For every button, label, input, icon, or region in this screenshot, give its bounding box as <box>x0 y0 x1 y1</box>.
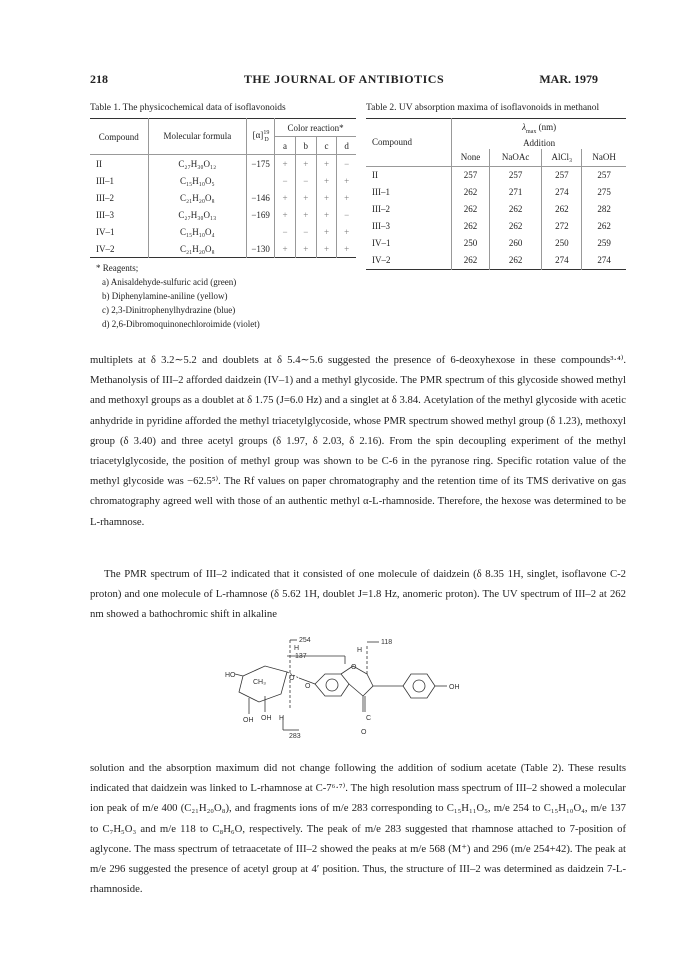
table-cell: III–3 <box>372 221 390 232</box>
running-header <box>90 72 598 88</box>
note-item: d) 2,6-Dibromoquinonechloroimide (violet) <box>102 319 260 329</box>
table-cell: II <box>372 170 378 181</box>
t2-col-compound: Compound <box>366 119 452 167</box>
m283-label: 283 <box>289 733 301 740</box>
ch3-label: CH₃ <box>253 679 266 686</box>
table-cell: 262 <box>542 201 582 218</box>
table-cell: C₁₅H₁₀O₄ <box>148 223 247 240</box>
table-cell: 275 <box>582 184 626 201</box>
table-cell: 257 <box>582 166 626 184</box>
table-cell: 250 <box>452 235 490 252</box>
table-cell: II <box>96 158 102 169</box>
structure-figure <box>225 636 490 754</box>
table-row <box>366 252 626 270</box>
t2-sub-col: NaOAc <box>489 149 541 167</box>
table-cell: C₂₁H₂₀O₈ <box>148 189 247 206</box>
table-cell: 262 <box>489 201 541 218</box>
notes-title: * Reagents; <box>96 263 139 273</box>
table-cell: III–3 <box>96 209 114 220</box>
table-cell: 262 <box>452 218 490 235</box>
paragraph-1: multiplets at δ 3.2∼5.2 and doublets at δ 5.4∼5.6 suggested the presence of 6-deoxyhexose in these compounds³·⁴⁾. Methanolysis of III–2 afforded daidzein (IV–1) and a methyl glycoside. The PMR spectrum of this glycoside showed methyl and methoxyl groups as a doublet at δ 1.75 (J=6.0 Hz) and a singlet at δ 3.84. Acetylation of the methyl glycoside with acetic anhydride in pyridine afforded the methyl triacetylglycoside, whose PMR spectrum showed methyl group (δ 1.23), methoxyl group (δ 3.40) and three acetyl groups (δ 1.97, δ 2.03, δ 2.16). From the spin decoupling experiment of the methyl triacetylglycoside, the position of methyl group was shown to be C-6 in the pyranose ring. Specific rotation value of the methyl glycoside was −62.5⁵⁾. The Rf values on paper chromatography and the retention time of its TMS derivative on gas chromatography agreed well with those of an authentic methyl α-L-rhamnoside. Therefore, the hexose was determined to be L-rhamnose. <box>90 354 626 528</box>
table-cell: 250 <box>542 235 582 252</box>
table-cell: C₂₇H₃₀O₁₂ <box>148 155 247 173</box>
table-cell: 272 <box>542 218 582 235</box>
table-cell: + <box>295 240 316 258</box>
table-cell: −169 <box>247 206 275 223</box>
table-cell <box>247 223 275 240</box>
h-low-label: H <box>279 715 285 722</box>
table-cell: + <box>337 223 356 240</box>
table-cell: IV–2 <box>96 243 115 254</box>
table-1-caption: Table 1. The physicochemical data of isoflavonoids <box>90 103 286 113</box>
table-cell: − <box>295 223 316 240</box>
h-top-label: H <box>294 645 300 652</box>
table-cell: III–2 <box>372 204 390 215</box>
table-cell: − <box>337 155 356 173</box>
table-cell: −146 <box>247 189 275 206</box>
table-cell: IV–1 <box>96 226 115 237</box>
table-cell: C₂₁H₂₀O₈ <box>148 240 247 258</box>
table-cell: −130 <box>247 240 275 258</box>
table-cell: IV–2 <box>372 255 391 266</box>
table-row <box>90 240 356 258</box>
o-pyran-label: O <box>351 664 357 671</box>
table-cell: 262 <box>452 252 490 270</box>
journal-title: THE JOURNAL OF ANTIBIOTICS <box>243 72 445 86</box>
o-link-label: O <box>305 683 311 690</box>
o-ring-label: O <box>289 675 295 682</box>
table-1 <box>90 102 356 331</box>
table-cell: + <box>295 189 316 206</box>
table-cell: −175 <box>247 155 275 173</box>
o-carbonyl-label: O <box>361 729 367 736</box>
table-cell: − <box>295 172 316 189</box>
table-cell: IV–1 <box>372 238 391 249</box>
m137-label: 137 <box>295 653 307 660</box>
t2-addition: Addition <box>523 137 556 148</box>
table-cell <box>247 172 275 189</box>
table-cell: 260 <box>489 235 541 252</box>
t1-col-rotation: $[\alpha]^{19}_D$ <box>247 119 275 155</box>
m254-label: 254 <box>299 637 311 644</box>
c-label: C <box>366 715 372 722</box>
t1-col-compound: Compound <box>90 119 148 155</box>
table-row <box>90 155 356 173</box>
table-cell: 257 <box>452 166 490 184</box>
table-cell: + <box>316 155 337 173</box>
table-row <box>90 223 356 240</box>
table-cell: 262 <box>489 252 541 270</box>
t1-color-col: d <box>337 137 356 155</box>
issue-date: MAR. 1979 <box>539 72 598 86</box>
table-cell: + <box>275 189 296 206</box>
note-item: c) 2,3-Dinitrophenylhydrazine (blue) <box>102 305 236 315</box>
t2-sub-col: None <box>452 149 490 167</box>
note-item: b) Diphenylamine-aniline (yellow) <box>102 291 228 301</box>
table-cell: 257 <box>489 166 541 184</box>
table-cell: C₂₇H₃₀O₁₃ <box>148 206 247 223</box>
t1-color-col: b <box>295 137 316 155</box>
table-cell: III–1 <box>96 175 114 186</box>
table-cell: − <box>275 223 296 240</box>
table-cell: 262 <box>452 184 490 201</box>
table-row <box>90 189 356 206</box>
table-cell: III–1 <box>372 187 390 198</box>
h-right-label: H <box>357 647 363 654</box>
table-row <box>90 206 356 223</box>
table-2 <box>366 102 626 270</box>
note-item: a) Anisaldehyde-sulfuric acid (green) <box>102 277 237 287</box>
table-cell: 262 <box>452 201 490 218</box>
t1-col-color: Color reaction* <box>275 119 356 137</box>
oh-low-label: OH <box>243 717 254 724</box>
table-row <box>366 201 626 218</box>
table-cell: C₁₅H₁₀O₅ <box>148 172 247 189</box>
oh-low2-label: OH <box>261 715 272 722</box>
table-cell: + <box>316 206 337 223</box>
table-cell: 257 <box>542 166 582 184</box>
table-cell: 262 <box>489 218 541 235</box>
table-row <box>366 166 626 184</box>
table-cell: + <box>275 206 296 223</box>
table-cell: 262 <box>582 218 626 235</box>
table-1-grid <box>90 118 356 258</box>
t2-col-header: $\lambda_{max}$ (nm) Addition <box>452 119 626 149</box>
table-cell: + <box>295 206 316 223</box>
table-2-caption: Table 2. UV absorption maxima of isoflavonoids in methanol <box>366 103 600 113</box>
table-cell: 271 <box>489 184 541 201</box>
m118-label: 118 <box>381 639 393 646</box>
table-cell: + <box>316 172 337 189</box>
table-cell: + <box>316 223 337 240</box>
table-cell: 282 <box>582 201 626 218</box>
oh-right-label: OH <box>449 684 460 691</box>
page-number: 218 <box>90 72 108 86</box>
table-cell: 259 <box>582 235 626 252</box>
ho-label: HO <box>225 672 236 679</box>
table-cell: + <box>337 240 356 258</box>
table-row <box>366 235 626 252</box>
table-cell: + <box>337 172 356 189</box>
table-row <box>366 218 626 235</box>
paragraph-3: solution and the absorption maximum did not change following the addition of sodium acetate (Table 2). These results indicated that daidzein was linked to L-rhamnose at C-7⁶·⁷⁾. The high resolution mass spectrum of III–2 showed a molecular ion peak of m/e 400 (C₂₁H₂₀O₈), and fragments ions of m/e 283 corresponding to C₁₅H₁₁O₅, m/e 254 to C₁₅H₁₀O₄, m/e 137 to C₇H₅O₃ and m/e 118 to C₈H₆O, respectively. The peak of m/e 283 suggested that rhamnose attached to 7-position of aglycone. The mass spectrum of tetraacetate of III–2 showed the peaks at m/e 568 (M⁺) and 296 (m/e 254+42). The peak at m/e 296 suggested the presence of acetyl group at 4′ position. Thus, the structure of III–2 was determined as daidzein 7-L-rhamnoside. <box>90 762 626 896</box>
table-cell: − <box>275 172 296 189</box>
table-1-notes <box>90 261 356 331</box>
table-cell: − <box>337 206 356 223</box>
table-cell: + <box>316 189 337 206</box>
t1-color-col: a <box>275 137 296 155</box>
table-2-grid <box>366 118 626 270</box>
t1-col-formula: Molecular formula <box>148 119 247 155</box>
table-cell: + <box>275 155 296 173</box>
paragraph-2: The PMR spectrum of III–2 indicated that it consisted of one molecule of daidzein (δ 8.35 1H, singlet, isoflavone C-2 proton) and one molecule of L-rhamnose (δ 5.62 1H, doublet J=1.8 Hz, anomeric proton). The UV spectrum of III–2 at 262 nm showed a bathochromic shift in alkaline <box>90 568 626 621</box>
table-cell: + <box>295 155 316 173</box>
t2-sub-col: NaOH <box>582 149 626 167</box>
table-cell: 274 <box>582 252 626 270</box>
table-row <box>366 184 626 201</box>
table-row <box>90 172 356 189</box>
table-cell: 274 <box>542 184 582 201</box>
t2-sub-col: AlCl₃ <box>542 149 582 167</box>
table-cell: III–2 <box>96 192 114 203</box>
table-cell: 274 <box>542 252 582 270</box>
table-cell: + <box>275 240 296 258</box>
table-cell: + <box>316 240 337 258</box>
table-cell: + <box>337 189 356 206</box>
t1-color-col: c <box>316 137 337 155</box>
